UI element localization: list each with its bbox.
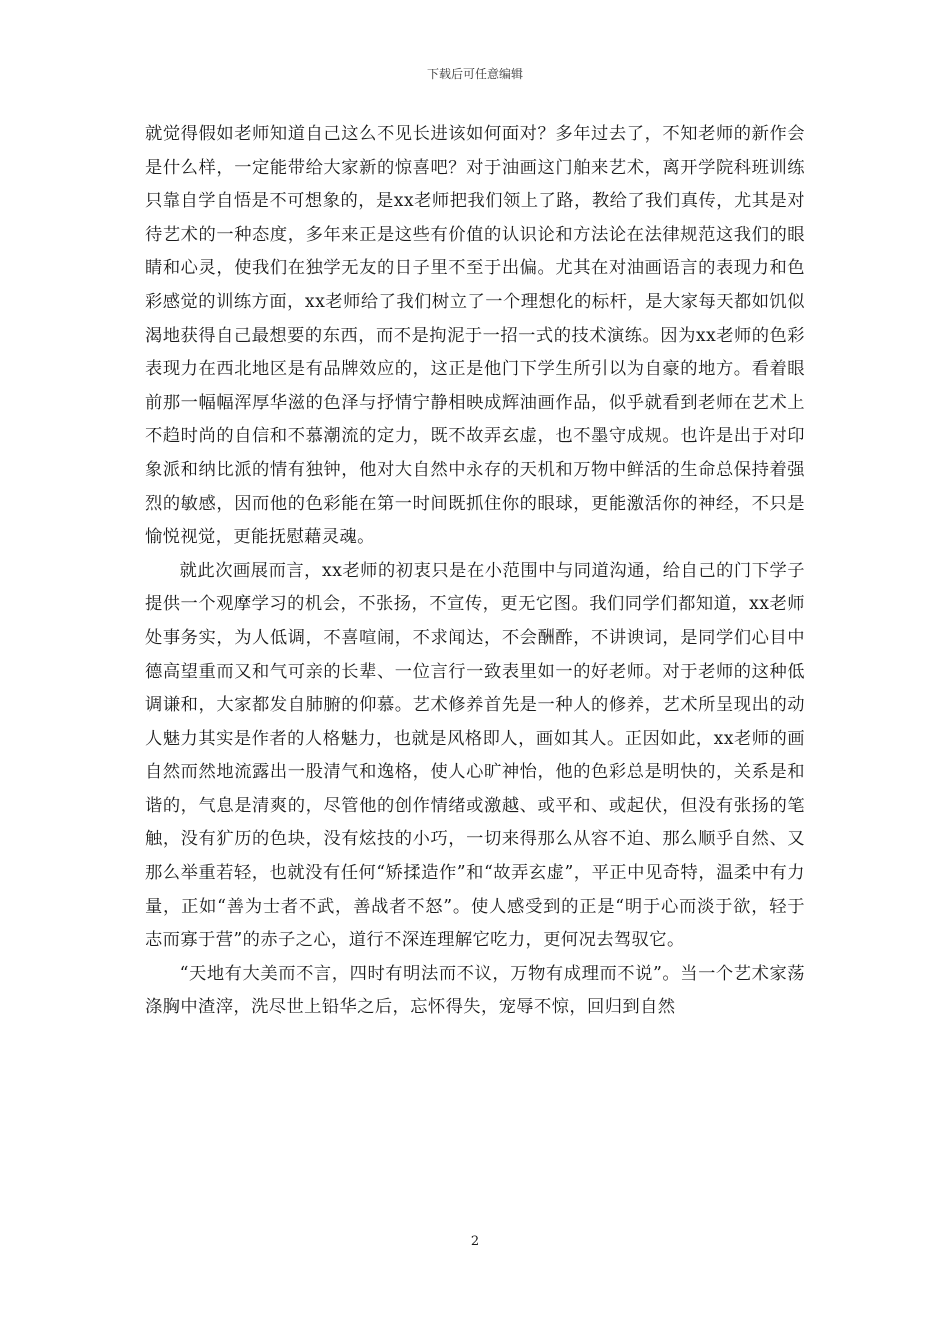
page-number: 2	[470, 1234, 480, 1249]
document-body	[145, 118, 805, 1025]
page-header: 下载后可任意编辑	[426, 67, 523, 81]
paragraph-1: 就觉得假如老师知道自己这么不见长进该如何面对？多年过去了，不知老师的新作会是什么样，一定能带给大家新的惊喜吧？对于油画这门舶来艺术，离开学院科班训练只靠自学自悟是不可想象的，是xx老师把我们领上了路，教给了我们真传，尤其是对待艺术的一种态度，多年来正是这些有价值的认识论和方法论在法律规范这我们的眼睛和心灵，使我们在独学无友的日子里不至于出偏。尤其在对油画语言的表现力和色彩感觉的训练方面，xx老师给了我们树立了一个理想化的标杆，是大家每天都如饥似渴地获得自己最想要的东西，而不是拘泥于一招一式的技术演练。因为xx老师的色彩表现力在西北地区是有品牌效应的，这正是他门下学生所引以为自豪的地方。看着眼前那一幅幅浑厚华滋的色泽与抒情宁静相映成辉油画作品，似乎就看到老师在艺术上不趋时尚的自信和不慕潮流的定力，既不故弄玄虚，也不墨守成规。也许是出于对印象派和纳比派的情有独钟，他对大自然中永存的天机和万物中鲜活的生命总保持着强烈的敏感，因而他的色彩能在第一时间既抓住你的眼球，更能激活你的神经，不只是愉悦视觉，更能抚慰藉灵魂。	[145, 124, 805, 548]
paragraph-3: “天地有大美而不言，四时有明法而不议，万物有成理而不说”。当一个艺术家荡涤胸中渣滓，洗尽世上铅华之后，忘怀得失，宠辱不惊，回归到自然	[145, 963, 805, 1018]
paragraph-2: 就此次画展而言，xx老师的初衷只是在小范围中与同道沟通，给自己的门下学子提供一个观摩学习的机会，不张扬，不宣传，更无它图。我们同学们都知道，xx老师处事务实，为人低调，不喜喧闹，不求闻达，不会酬酢，不讲谀词，是同学们心目中德高望重而又和气可亲的长辈、一位言行一致表里如一的好老师。对于老师的这种低调谦和，大家都发自肺腑的仰慕。艺术修养首先是一种人的修养，艺术所呈现出的动人魅力其实是作者的人格魅力，也就是风格即人，画如其人。正因如此，xx老师的画自然而然地流露出一股清气和逸格，使人心旷神怡，他的色彩总是明快的，关系是和谐的，气息是清爽的，尽管他的创作情绪或激越、或平和、或起伏，但没有张扬的笔触，没有犷历的色块，没有炫技的小巧，一切来得那么从容不迫、那么顺乎自然、又那么举重若轻，也就没有任何“矫揉造作”和“故弄玄虚”，平正中见奇特，温柔中有力量，正如“善为士者不武，善战者不怒”。使人感受到的正是“明于心而淡于欲，轻于志而寡于营”的赤子之心，道行不深连理解它吃力，更何况去驾驭它。	[145, 560, 805, 951]
